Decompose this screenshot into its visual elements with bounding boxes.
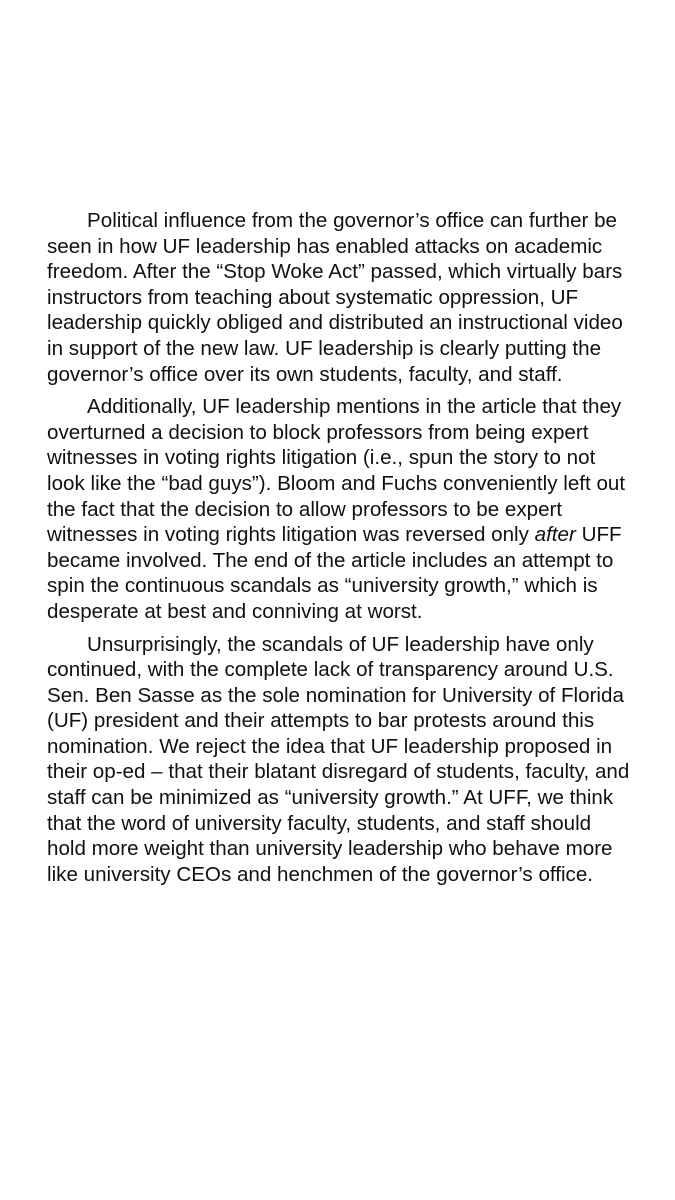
paragraph-text-after-italic: UFF became involved. The end of the article includes an attempt to spin the continuous scandals as “university growth,” which is desperate at best and conniving at worst. (47, 523, 622, 623)
paragraph-political-influence: Political influence from the governor’s office can further be seen in how UF leadership has enabled attacks on academic freedom. After the “Stop Woke Act” passed, which virtually bars instructors from teaching about systematic oppression, UF leadership quickly obliged and distributed an instructional video in support of the new law. UF leadership is clearly putting the governor’s office over its own students, faculty, and staff. (47, 209, 623, 386)
paragraph-expert-witnesses (47, 394, 632, 624)
paragraph-scandals-continued: Unsurprisingly, the scandals of UF leadership have only continued, with the complete lack of transparency around U.S. Sen. Ben Sasse as the sole nomination for University of Florida (UF) president and their attempts to bar protests around this nomination. We reject the idea that UF leadership proposed in their op-ed – that their blatant disregard of students, faculty, and staff can be minimized as “university growth.” At UFF, we think that the word of university faculty, students, and staff should hold more weight than university leadership who behave more like university CEOs and henchmen of the governor’s office. (47, 632, 630, 886)
paragraph-text-before-italic: Additionally, UF leadership mentions in the article that they overturned a decision to block professors from being expert witnesses in voting rights litigation (i.e., spun the story to not look like the “bad guys”). Bloom and Fuchs conveniently left out the fact that the decision to allow professors to be expert witnesses in voting rights litigation was reversed only (47, 395, 626, 547)
document-body (47, 208, 632, 894)
italic-emphasis: after (534, 523, 576, 547)
